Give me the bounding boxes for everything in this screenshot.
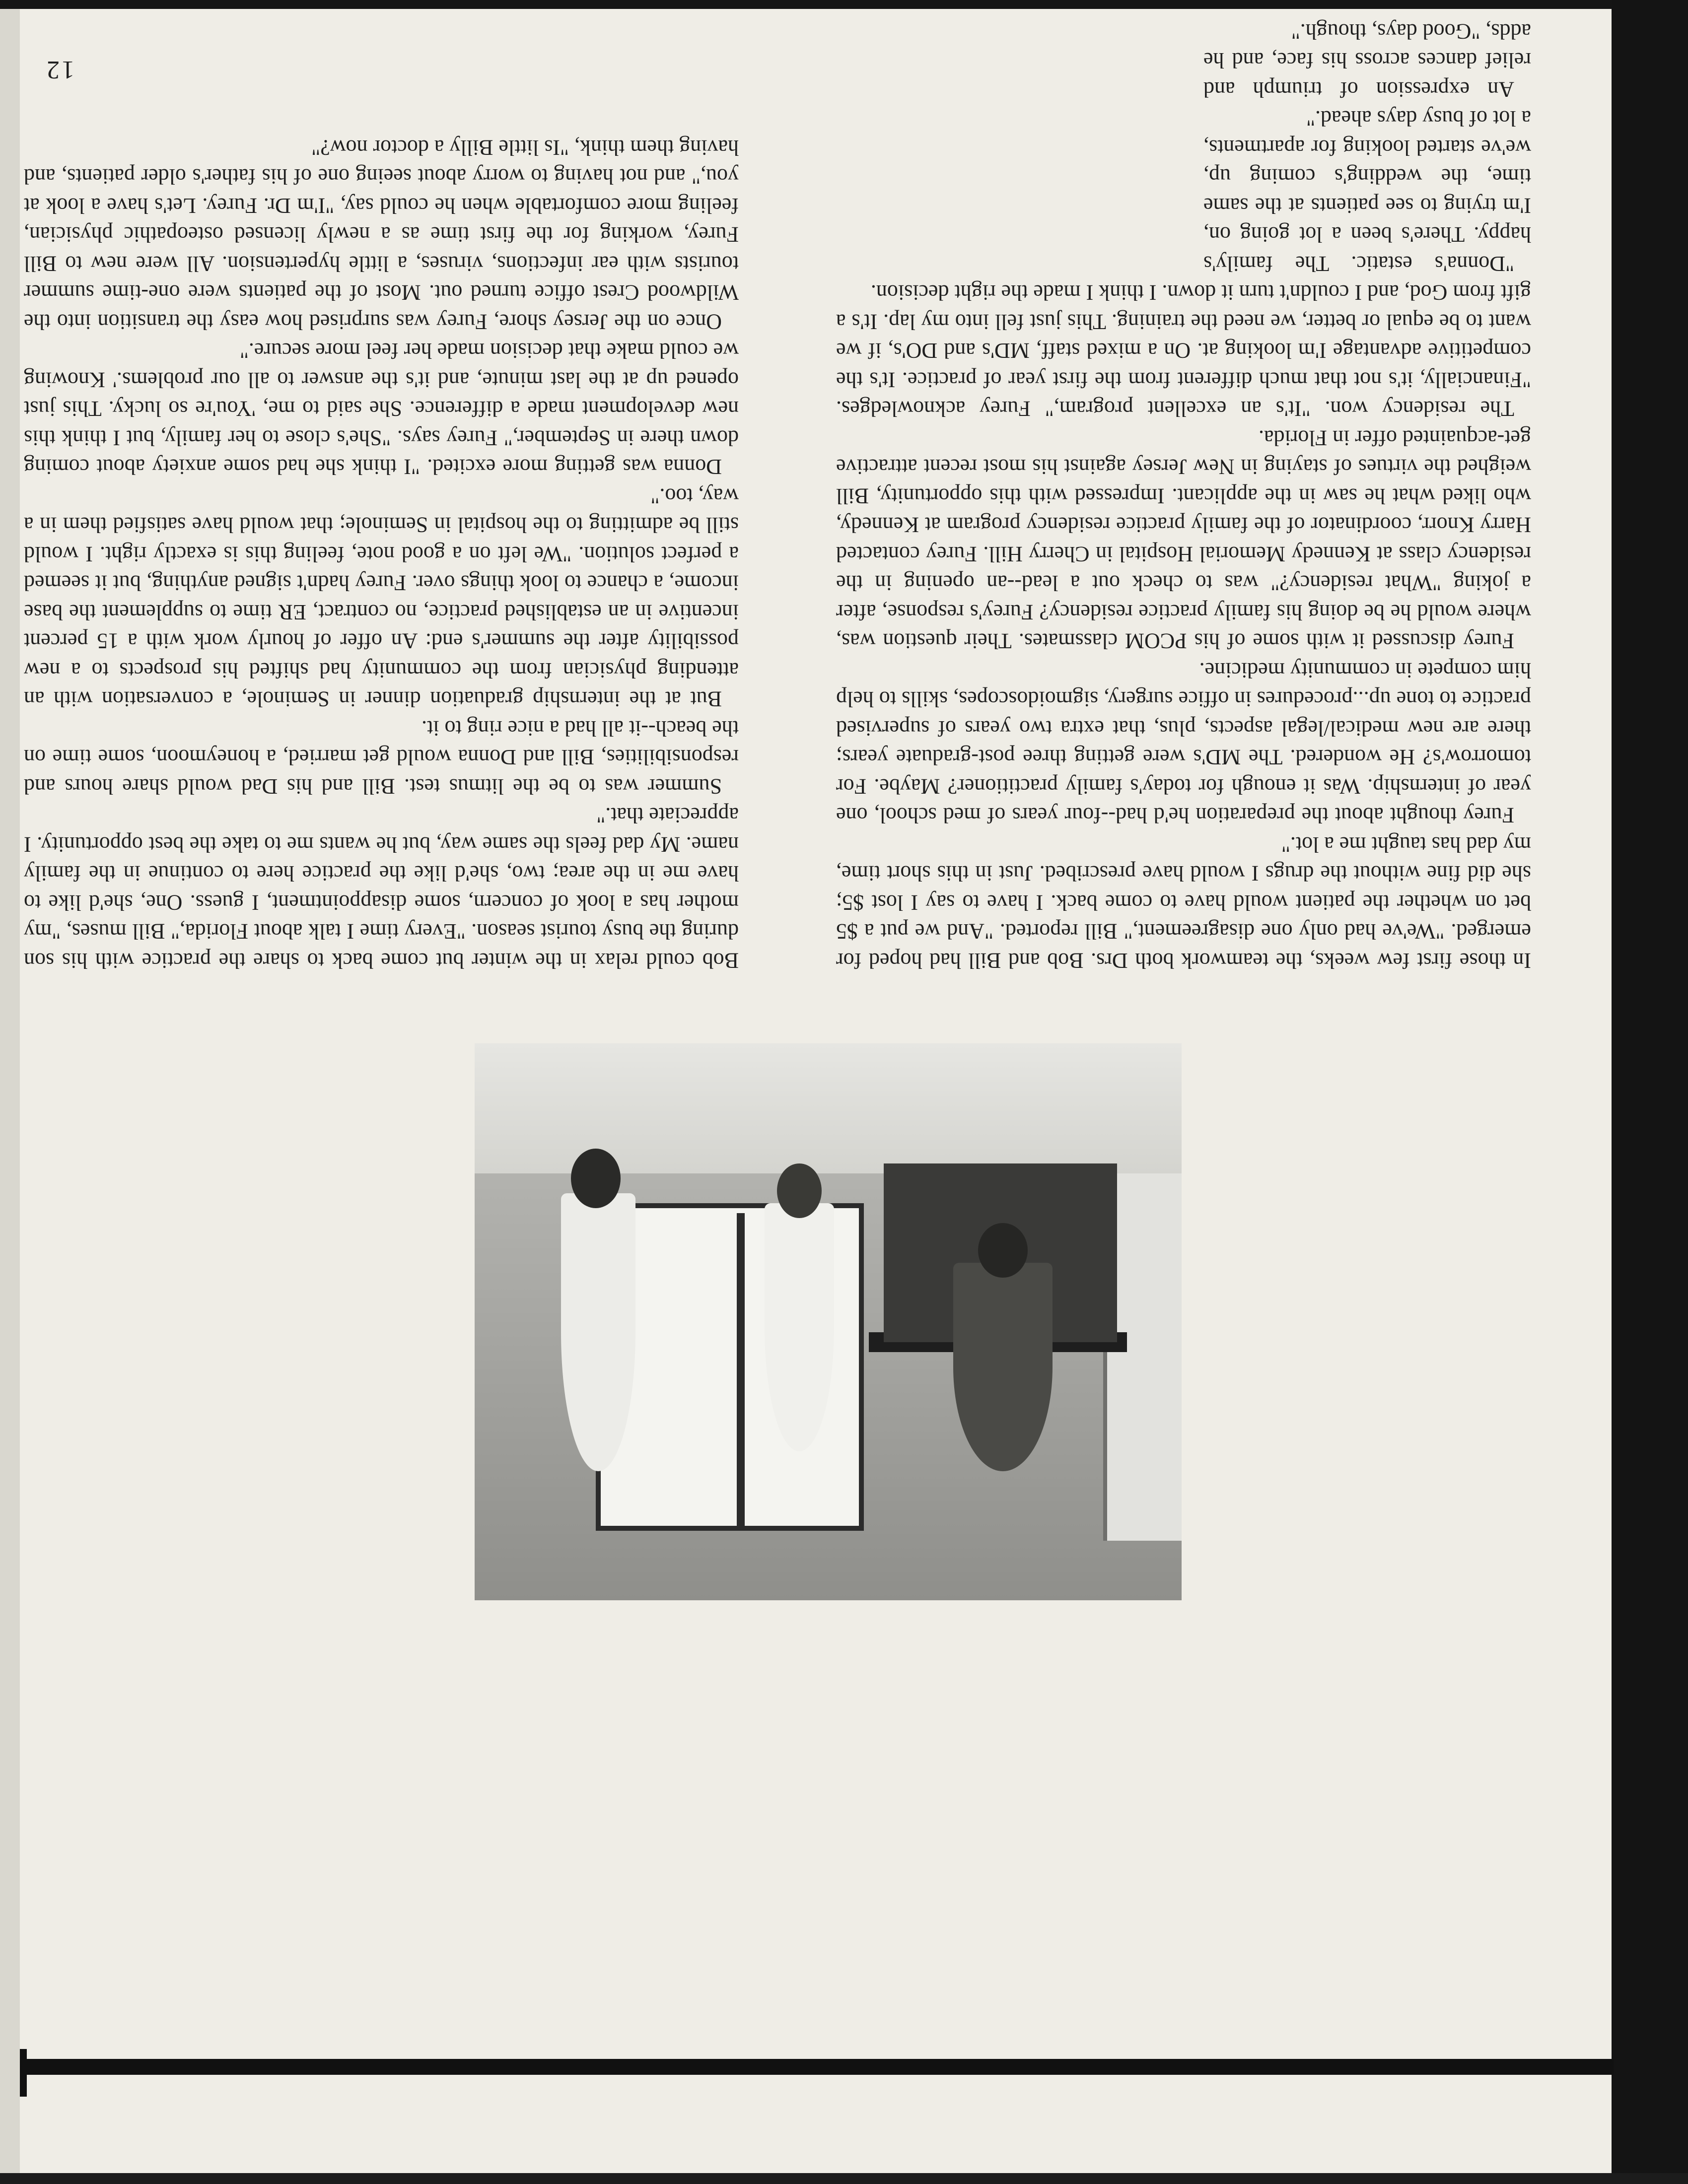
page-number: 12 [45,56,74,84]
paragraph: In those first few weeks, the teamwork both Drs. Bob and Bill had hoped for emerged. "We've had only one disagreement," Bill reported. "And we put a $5 bet on whether the patient would have to come back. I have to say I lost $5; she did fine without the drugs I would have prescribed. Just in this short time, my dad has taught me a lot." [836,832,1531,973]
paragraph: An expression of triumph and relief dances across his face, and he adds, "Good days, though." [1203,19,1531,102]
photo-person-head [571,1149,621,1208]
photo-person-head [777,1163,822,1218]
paragraph: Furey discussed it with some of his PCOM classmates. Their question was, where would he be doing his family practice residency? Furey's response, after a joking "What residency?" was to check out a lead--an opening in the residency class at Kennedy Memorial Hospital in Cherry Hill. Furey contacted Harry Knorr, coordinator of the family practice residency program at Kennedy, who liked what he saw in the applicant. Impressed with this opportunity, Bill weighed the virtues of staying in New Jersey against his most recent attractive get-acquainted offer in Florida. [836,426,1531,654]
photo-people-in-room [475,1043,1182,1600]
paragraph: The residency won. "It's an excellent program," Furey acknowledges. "Financially, it's not that much different from the first year of practice. It's the competitive advantage I'm looking at. On a mixed staff, MD's and DO's, if we want to be equal or better, we need the training. This just fell into my lap. It's a gift from God, and I couldn't turn it down. I think I made the right decision. [836,280,1531,421]
text-column-left [836,7,1531,975]
photo-person-body [953,1263,1053,1471]
paragraph: Bob could relax in the winter but come back to share the practice with his son during the busy tourist season. "Every time I talk about Florida," Bill muses, "my mother has a look of concern, some disappointment, I guess. One, she'd like to have me in the area; two, she'd like the practice here to continue in the family name. My dad feels the same way, but he wants me to take the best opportunity. I appreciate that." [24,803,739,973]
photo-person-body [561,1193,635,1471]
photo-window-frame [737,1213,745,1531]
paragraph: But at the internship graduation dinner in Seminole, a conversation with an attending physician from the community had shifted his prospects to a new possibility after the summer's end: An offer of hourly work with a 15 percent incentive in an established practice, no contract, ER time to supplement the base income, a chance to look things over. Furey hadn't signed anything, but it seemed a perfect solution. "We left on a good note, feeling this is exactly right. I would still be admitting to the hospital in Seminole; that would have satisfied them in a way, too." [24,484,739,712]
paragraph: Furey thought about the preparation he'd had--four years of med school, one year of internship. Was it enough for today's family practitioner? Maybe. For tomorrow's? He wondered. The MD's were getting three post-graduate years; there are new medical/legal aspects, plus, that extra two years of supervised practice to tone up...procedures in office surgery, sigmoidoscopes, skills to help him compete in community medicine. [836,658,1531,828]
paragraph: Summer was to be the litmus test. Bill and his Dad would share hours and responsibilities, Bill and Donna would get married, a honeymoon, some time on the beach--it all had a nice ring to it. [24,716,739,799]
photo-person-head [978,1223,1028,1278]
paragraph: "Donna's estatic. The family's happy. There's been a lot going on, I'm trying to see patients at the same time, the wedding's coming up, we've started looking for apartments, a lot of busy days ahead." [1203,106,1531,276]
photo-person-body [765,1203,834,1451]
text-column-right [24,7,739,975]
paragraph: Donna was getting more excited. "I think she had some anxiety about coming down there in September," Furey says. "She's close to her family, but I think this new development made a difference. She said to me, 'You're so lucky. This just opened up at the last minute, and it's the answer to all our problems.' Knowing we could make that decision made her feel more secure." [24,339,739,479]
paragraph: Once on the Jersey shore, Furey was surprised how easy the transition into the Wildwood Crest office turned out. Most of the patients were one-time summer tourists with ear infections, viruses, a little hypertension. All were new to Bill Furey, working for the first time as a newly licensed osteopathic physician, feeling more comfortable when he could say, "I'm Dr. Furey. Let's have a look at you," and not having to worry about seeing one of his father's older patients, and having them think, "Is little Billy a doctor now?" [24,136,739,334]
